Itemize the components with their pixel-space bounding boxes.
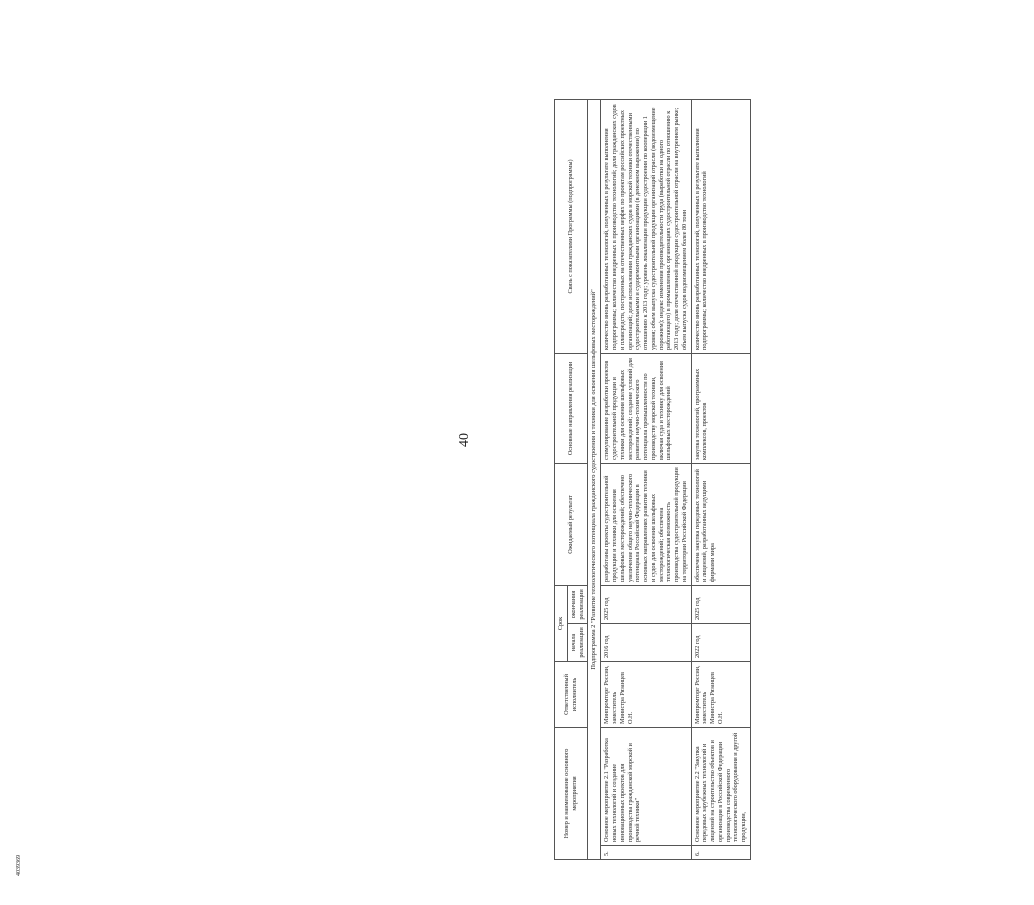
- row-number: 6.: [691, 846, 750, 860]
- row-start: 2022 год: [691, 623, 750, 661]
- header-start: начала реализации: [567, 623, 588, 661]
- rotated-table-container: [554, 100, 1034, 860]
- row-result: разработаны проекты судостроительной продукции и техники для освоения шельфовых месторождений; обеспечено увеличение общего научно-технического потенциала Российской Федерации в основных направлениях развития техники и судов для освоения шельфовых месторождений; обеспечена технологическая возможность производства судостроительной продукции на территории Российской Федерации: [601, 463, 691, 585]
- row-responsible: Минпромторг России, заместитель Министра Рязанцев О.Н.: [601, 661, 691, 727]
- subprogram-title: Подпрограмма 2 "Развитие технологического потенциала гражданского судостроения и техники для освоения шельфовых месторождений": [588, 99, 601, 859]
- row-start: 2016 год: [601, 623, 691, 661]
- header-name: Номер и наименование основного мероприятия: [555, 727, 588, 859]
- row-name: Основное мероприятие 2.1 "Разработка новых технологий и создание инновационных проектов для производства гражданской морской и речной техники": [601, 727, 691, 845]
- program-table: [554, 99, 751, 860]
- row-link: количество вновь разработанных технологий, полученных в результате выполнения подпрограммы; количество внедренных в производство технологий; доля гражданских судов и плавсредств, построенных на отечественных верфях по проектам российских проектных организаций; доля использования гражданских судов и морской техники отечественными судостроительными и судоремонтными организациями (в денежном выражении) по отношению к 2013 году; уровень локализации продукции судостроения по кооперации 1 уровня; объем выпуска судостроительной продукции организаций отрасли (водоизмещение порожнем); индекс изменения производительности труда (выработки на одного работающего) в промышленных организациях судостроительной отрасли по отношению к 2013 году; доля отечественной продукции судостроительной отрасли на внутреннем рынке; объем выпуска судов водоизмещением более 80 тонн: [601, 99, 691, 353]
- header-directions: Основные направления реализации: [555, 353, 588, 463]
- row-end: 2025 год: [691, 585, 750, 623]
- row-link: количество вновь разработанных технологий, полученных в результате выполнения подпрограммы; количество внедренных в производство технологий: [691, 99, 750, 353]
- row-directions: стимулирование разработки проектов судостроительной продукции и техники для освоения шельфовых месторождений; создание условий для развития научно-технического потенциала промышленности по производству морской техники, включая суда и технику для освоения шельфовых месторождений: [601, 353, 691, 463]
- row-result: обеспечена закупка передовых технологий и лицензий, разработанных ведущими фирмами мира: [691, 463, 750, 585]
- table-row: [601, 99, 691, 859]
- table-row: [691, 99, 750, 859]
- header-srok: Срок: [555, 585, 568, 661]
- header-result: Ожидаемый результат: [555, 463, 588, 585]
- header-end: окончания реализации: [567, 585, 588, 623]
- row-end: 2025 год: [601, 585, 691, 623]
- row-responsible: Минпромторг России, заместитель Министра Рязанцев О.Н.: [691, 661, 750, 727]
- row-number: 5.: [601, 846, 691, 860]
- header-responsible: Ответственный исполнитель: [555, 661, 588, 727]
- page-number: 40: [457, 433, 472, 447]
- document-id: 4039369: [16, 855, 22, 876]
- header-link: Связь с показателями Программы (подпрограммы): [555, 99, 588, 353]
- row-directions: закупка технологий, программных комплексов, проектов: [691, 353, 750, 463]
- row-name: Основное мероприятие 2.2 "Закупка передовых зарубежных технологий и лицензий на строительство объектов и организация в Российской Федерации производства современного технологического оборудования и другой продукции,: [691, 727, 750, 845]
